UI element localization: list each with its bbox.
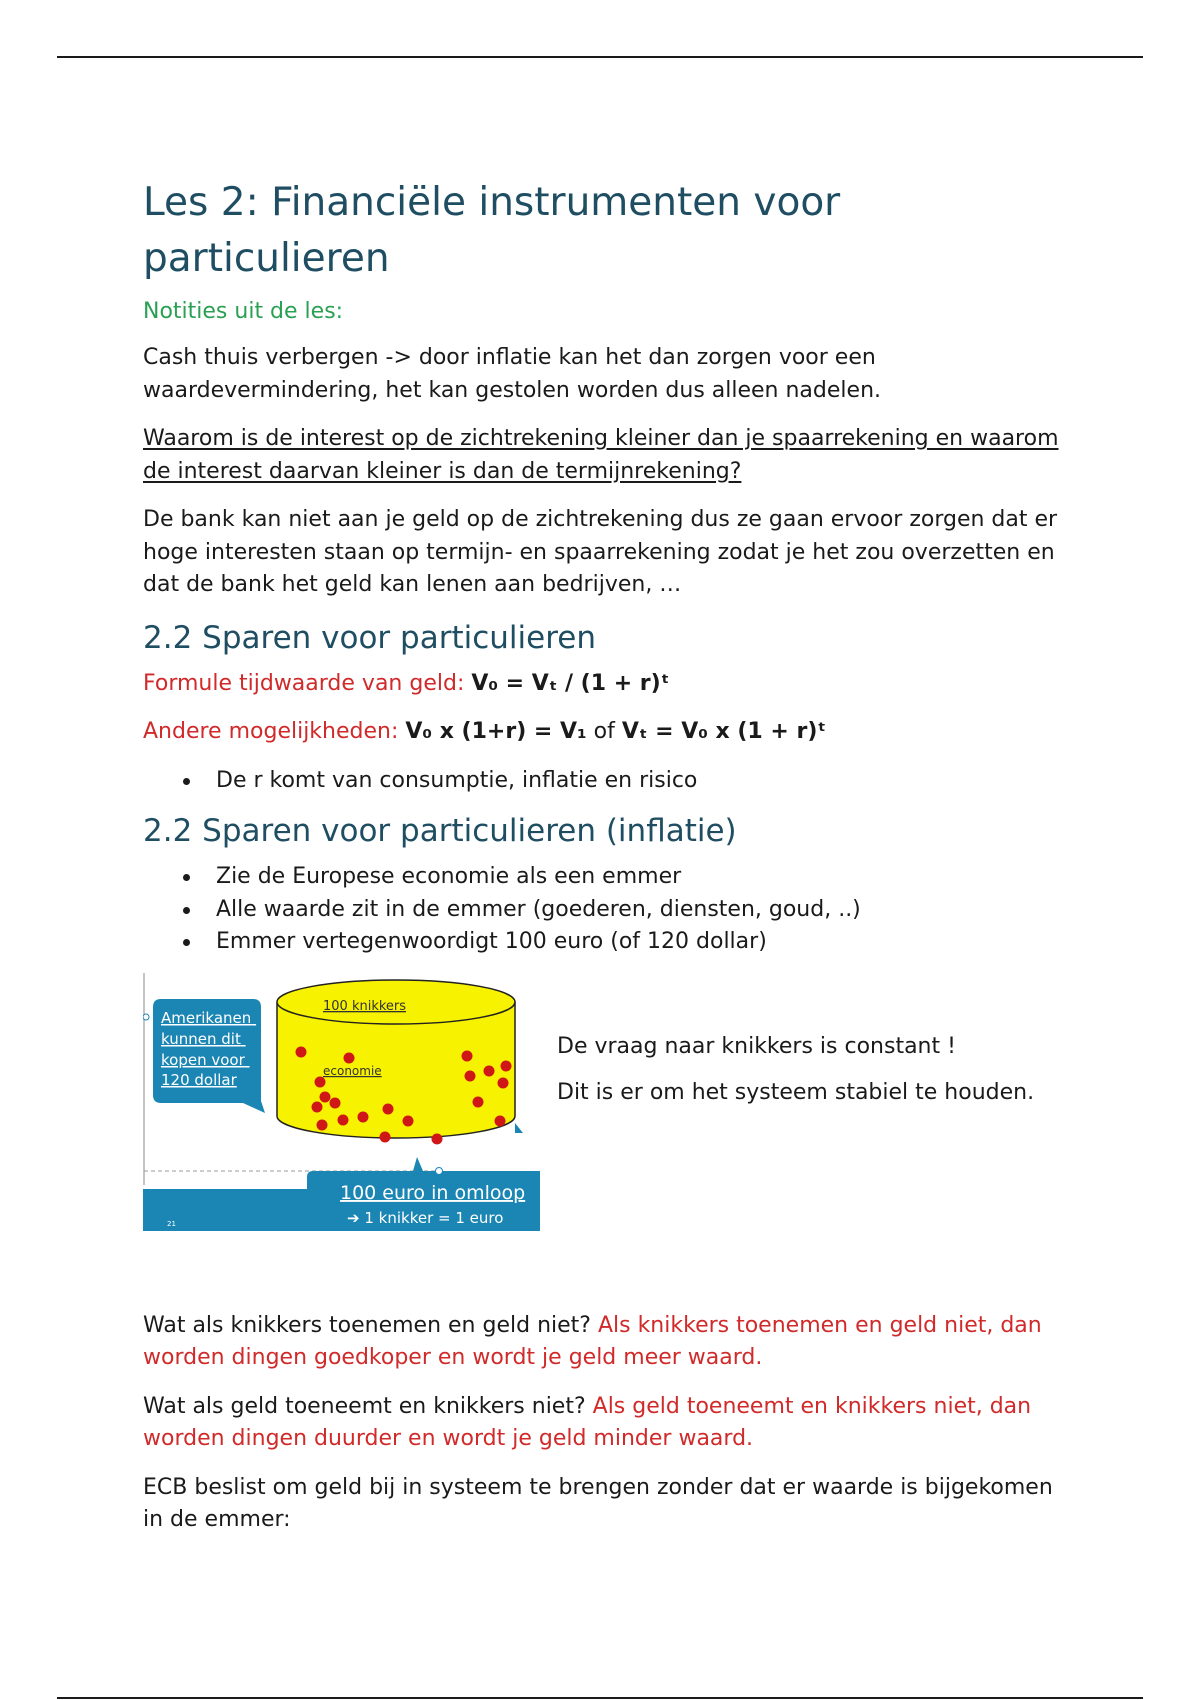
section-heading-inflation: 2.2 Sparen voor particulieren (inflatie) bbox=[143, 813, 737, 849]
marble bbox=[315, 1076, 326, 1087]
money-increase-paragraph bbox=[143, 1391, 1063, 1456]
document-body bbox=[143, 175, 1063, 1553]
alternative-formula-line bbox=[143, 716, 1063, 749]
bucket-diagram bbox=[143, 973, 540, 1231]
marble bbox=[344, 1052, 355, 1063]
marble bbox=[465, 1070, 476, 1081]
marble bbox=[338, 1114, 349, 1125]
alternative-or: of bbox=[586, 719, 622, 744]
notes-heading: Notities uit de les: bbox=[143, 299, 344, 324]
formula-line bbox=[143, 668, 1063, 701]
marble bbox=[473, 1096, 484, 1107]
callout-line: kunnen dit bbox=[161, 1029, 241, 1048]
marble bbox=[296, 1046, 307, 1057]
list-item: De r komt van consumptie, inflatie en risico bbox=[143, 765, 1063, 798]
figure-row bbox=[143, 973, 1063, 1238]
callout-dot bbox=[143, 1014, 149, 1020]
connector-dot bbox=[436, 1167, 443, 1174]
alternative-formula-b: Vₜ = V₀ x (1 + r)ᵗ bbox=[621, 719, 826, 744]
alternative-formula-a: V₀ x (1+r) = V₁ bbox=[405, 719, 587, 744]
callout-line: 120 dollar bbox=[161, 1070, 237, 1089]
marble bbox=[403, 1115, 414, 1126]
page-title: Les 2: Financiële instrumenten voor particulieren bbox=[143, 180, 841, 281]
marbles-increase-answer: Als knikkers toenemen en geld niet, dan worden dingen goedkoper en wordt je geld meer waard. bbox=[143, 1312, 1042, 1370]
marble bbox=[383, 1103, 394, 1114]
marble bbox=[320, 1091, 331, 1102]
header-rule bbox=[57, 56, 1143, 58]
saving-bullets bbox=[143, 765, 1063, 798]
money-increase-question: Wat als geld toeneemt en knikkers niet? bbox=[143, 1393, 593, 1419]
marble bbox=[484, 1065, 495, 1076]
marble bbox=[312, 1101, 323, 1112]
slide-number: 21 bbox=[167, 1219, 176, 1228]
marble bbox=[380, 1131, 391, 1142]
marble bbox=[330, 1097, 341, 1108]
inflation-bullets bbox=[143, 861, 1063, 959]
marble bbox=[501, 1060, 512, 1071]
marbles-increase-paragraph bbox=[143, 1310, 1063, 1375]
bucket-capacity-label: 100 knikkers bbox=[323, 998, 407, 1014]
constant-demand-text: De vraag naar knikkers is constant ! bbox=[557, 1033, 956, 1059]
paragraph-cash: Cash thuis verbergen -> door inflatie kan het dan zorgen voor een waardevermindering, het kan gestolen worden dus alleen nadelen. bbox=[143, 345, 881, 403]
economy-label: economie bbox=[323, 1063, 382, 1078]
marbles-increase-question: Wat als knikkers toenemen en geld niet? bbox=[143, 1312, 598, 1338]
section-heading-saving: 2.2 Sparen voor particulieren bbox=[143, 619, 596, 656]
alternative-label: Andere mogelijkheden: bbox=[143, 719, 406, 744]
stable-system-text: Dit is er om het systeem stabiel te houden. bbox=[557, 1080, 1035, 1105]
marble-equals-euro-text: ➔ 1 knikker = 1 euro bbox=[347, 1208, 504, 1227]
interest-answer: De bank kan niet aan je geld op de zichtrekening dus ze gaan ervoor zorgen dat er hoge interesten staan op termijn- en spaarrekening zodat je het zou overzetten en dat de bank het geld kan lenen aan bedrijven, … bbox=[143, 507, 1058, 597]
money-circulation-text: 100 euro in omloop bbox=[340, 1181, 526, 1204]
marble bbox=[358, 1111, 369, 1122]
marble bbox=[495, 1115, 506, 1126]
marble bbox=[317, 1119, 328, 1130]
formula: V₀ = Vₜ / (1 + r)ᵗ bbox=[471, 670, 670, 696]
figure-caption bbox=[557, 1031, 1057, 1124]
ecb-paragraph: ECB beslist om geld bij in systeem te brengen zonder dat er waarde is bijgekomen in de emmer: bbox=[143, 1474, 1053, 1532]
marble bbox=[462, 1050, 473, 1061]
list-item: Zie de Europese economie als een emmer bbox=[143, 861, 1063, 894]
money-increase-answer: Als geld toeneemt en knikkers niet, dan worden dingen duurder en wordt je geld minder waard. bbox=[143, 1393, 1032, 1451]
callout-line: Amerikanen bbox=[161, 1008, 252, 1027]
formula-label: Formule tijdwaarde van geld: bbox=[143, 670, 472, 696]
list-item: Alle waarde zit in de emmer (goederen, diensten, goud, ..) bbox=[143, 894, 1063, 927]
list-item: Emmer vertegenwoordigt 100 euro (of 120 dollar) bbox=[143, 926, 1063, 959]
marble bbox=[498, 1077, 509, 1088]
interest-question: Waarom is de interest op de zichtrekening kleiner dan je spaarrekening en waarom de interest daarvan kleiner is dan de termijnrekening? bbox=[143, 426, 1059, 484]
callout-line: kopen voor bbox=[161, 1050, 245, 1069]
marble bbox=[432, 1133, 443, 1144]
footer-rule bbox=[57, 1697, 1143, 1699]
bucket-edge-marker bbox=[515, 1123, 523, 1133]
